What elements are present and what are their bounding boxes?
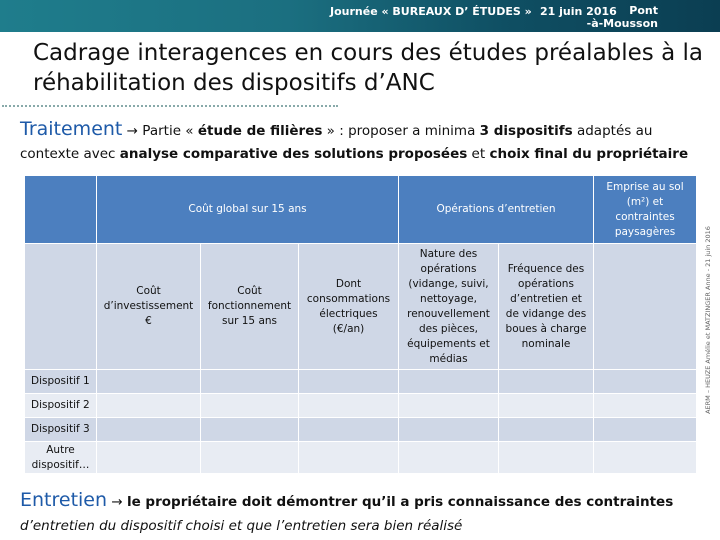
table-row <box>25 418 697 442</box>
table-row <box>25 394 697 418</box>
title-divider <box>2 105 338 107</box>
table-cell <box>499 418 594 442</box>
table-cell <box>97 442 201 474</box>
table-cell <box>97 370 201 394</box>
subheader-emprise-empty <box>594 244 697 370</box>
row-label: Autre dispositif… <box>25 442 97 474</box>
side-credit-text: AERM – HEUZE Amélie et MATZINGER Anne - 21 juin 2016 <box>704 226 712 414</box>
table-cell <box>97 394 201 418</box>
slide-title: Cadrage interagences en cours des études préalables à la réhabilitation des dispositifs d’ANC <box>33 40 703 96</box>
table-cell <box>97 418 201 442</box>
subheader-nature: Nature des opérations (vidange, suivi, nettoyage, renouvellement des pièces, équipements et médias <box>399 244 499 370</box>
subheader-fonctionnement: Coût fonctionnement sur 15 ans <box>201 244 299 370</box>
header-operations: Opérations d’entretien <box>399 176 594 244</box>
header-banner <box>0 0 720 43</box>
subheader-consommations: Dont consommations électriques (€/an) <box>299 244 399 370</box>
entretien-keyword: Entretien <box>20 489 108 511</box>
comparison-table <box>24 175 697 474</box>
header-empty <box>25 176 97 244</box>
side-credit <box>698 178 712 468</box>
table-row <box>25 370 697 394</box>
header-cout-global: Coût global sur 15 ans <box>97 176 399 244</box>
row-label: Dispositif 1 <box>25 370 97 394</box>
text-mid: et <box>467 146 490 162</box>
row-label: Dispositif 3 <box>25 418 97 442</box>
table-cell <box>594 418 697 442</box>
entretien-block <box>20 488 710 538</box>
row-label: Dispositif 2 <box>25 394 97 418</box>
traitement-line <box>20 118 710 140</box>
text-bold-choix: choix final du propriétaire <box>489 146 689 162</box>
entretien-bold-text: le propriétaire doit démontrer qu’il a pris connaissance des contraintes <box>126 494 674 510</box>
table-cell <box>499 442 594 474</box>
header-emprise: Emprise au sol (m²) et contraintes paysagères <box>594 176 697 244</box>
text-part: Partie « <box>142 123 198 139</box>
table-cell <box>499 370 594 394</box>
arrow: → <box>122 123 143 139</box>
subheader-frequence: Fréquence des opérations d’entretien et de vidange des boues à charge nominale <box>499 244 594 370</box>
text-bold-filieres: étude de filières <box>197 123 323 139</box>
table-cell <box>499 394 594 418</box>
table-cell <box>299 418 399 442</box>
table-cell <box>399 370 499 394</box>
text-mid: » : proposer a minima <box>322 123 480 139</box>
table-cell <box>299 370 399 394</box>
table-row <box>25 442 697 474</box>
table-cell <box>201 418 299 442</box>
table-cell <box>299 394 399 418</box>
event-place: Pont -à-Mousson (54) <box>586 4 658 43</box>
event-date: 21 juin 2016 <box>540 5 617 18</box>
text-end: adaptés au <box>572 123 653 139</box>
arrow: → <box>107 494 127 510</box>
event-name: Journée « BUREAUX D’ ÉTUDES » <box>330 5 532 18</box>
table-cell <box>399 442 499 474</box>
subheader-empty <box>25 244 97 370</box>
traitement-keyword: Traitement <box>20 118 123 140</box>
table-cell <box>594 370 697 394</box>
table-cell <box>201 394 299 418</box>
text-bold-analyse: analyse comparative des solutions proposées <box>119 146 468 162</box>
table-cell <box>201 442 299 474</box>
table-cell <box>594 442 697 474</box>
table-cell <box>594 394 697 418</box>
text-bold-dispositifs: 3 dispositifs <box>479 123 573 139</box>
entretien-italic-text: d’entretien du dispositif choisi et que l’entretien sera bien réalisé <box>20 518 463 534</box>
table-cell <box>299 442 399 474</box>
table-cell <box>399 394 499 418</box>
text-start: contexte avec <box>20 146 120 162</box>
table-cell <box>399 418 499 442</box>
contexte-line <box>20 146 710 162</box>
subheader-investissement: Coût d’investissement € <box>97 244 201 370</box>
table-cell <box>201 370 299 394</box>
